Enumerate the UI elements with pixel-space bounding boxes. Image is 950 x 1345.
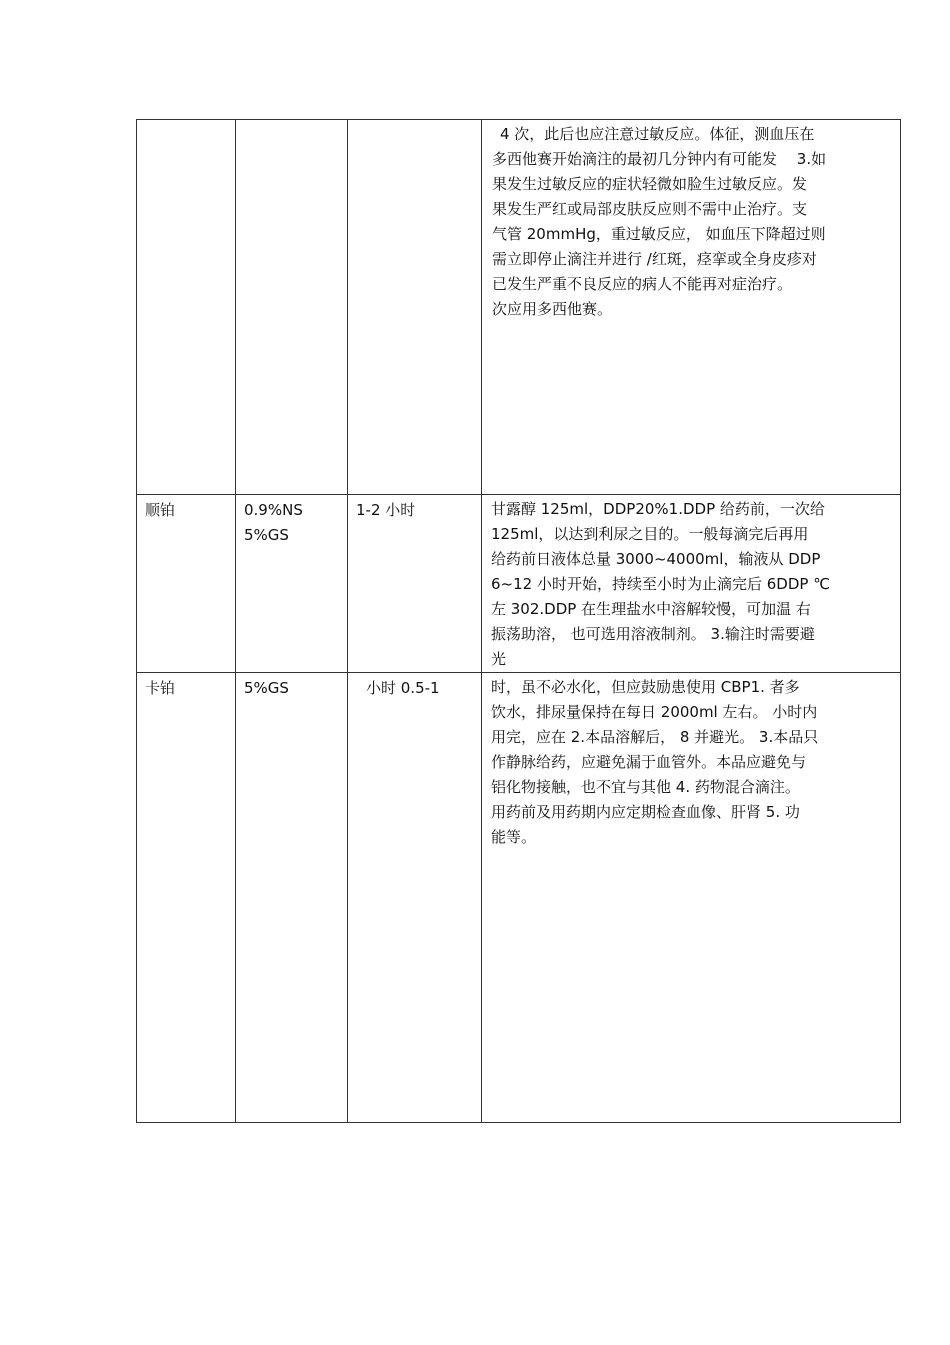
table-row bbox=[137, 673, 901, 1123]
duration-cell bbox=[348, 673, 482, 1123]
notes-line: 饮水，排尿量保持在每日 2000ml 左右。 小时内 bbox=[491, 703, 818, 721]
solvent-cell bbox=[236, 673, 348, 1123]
notes-line: 甘露醇 125ml，DDP20%1.DDP 给药前，一次给 bbox=[491, 500, 825, 518]
solvent-item: 5%GS bbox=[244, 679, 289, 697]
solvent-item: 5%GS bbox=[244, 526, 289, 544]
notes-line: 铝化物接触，也不宜与其他 4. 药物混合滴注。 bbox=[491, 778, 800, 796]
notes-cell bbox=[482, 673, 901, 1123]
duration-cell bbox=[348, 120, 482, 495]
notes-line: 已发生严重不良反应的病人不能再对症治疗。 bbox=[492, 275, 793, 293]
notes-cell bbox=[482, 120, 901, 495]
notes-line: 给药前日液体总量 3000~4000ml，输液从 DDP bbox=[491, 550, 821, 568]
solvent-cell bbox=[236, 120, 348, 495]
solvent-list bbox=[236, 673, 347, 701]
drug-name-cell bbox=[137, 120, 236, 495]
solvent-item: 0.9%NS bbox=[244, 501, 303, 519]
notes-line: 6~12 小时开始，持续至小时为止滴完后 6DDP ℃ bbox=[491, 575, 831, 593]
duration-cell bbox=[348, 495, 482, 673]
notes-text bbox=[482, 495, 900, 672]
solvent-cell bbox=[236, 495, 348, 673]
table-row bbox=[137, 495, 901, 673]
notes-line: 用完，应在 2.本品溶解后， 8 并避光。 3.本品只 bbox=[491, 728, 819, 746]
notes-line: 用药前及用药期内应定期检查血像、肝肾 5. 功 bbox=[491, 803, 800, 821]
drug-name: 卡铂 bbox=[145, 679, 176, 697]
notes-line: 果发生过敏反应的症状轻微如脸生过敏反应。发 bbox=[492, 175, 808, 193]
notes-line: 光 bbox=[491, 650, 507, 668]
notes-line: 次应用多西他赛。 bbox=[492, 300, 613, 318]
duration-text: 小时 0.5-1 bbox=[366, 679, 440, 697]
notes-line: 需立即停止滴注并进行 /红斑，痉挛或全身皮疹对 bbox=[492, 250, 817, 268]
duration-text: 1-2 小时 bbox=[356, 501, 416, 519]
notes-line: 4 次，此后也应注意过敏反应。体征，测血压在 bbox=[500, 125, 815, 143]
solvent-list bbox=[236, 495, 347, 548]
notes-line: 125ml，以达到利尿之目的。一般每滴完后再用 bbox=[491, 525, 809, 543]
drug-name-cell bbox=[137, 673, 236, 1123]
notes-line: 时，虽不必水化，但应鼓励患使用 CBP1. 者多 bbox=[491, 678, 800, 696]
drug-name: 顺铂 bbox=[145, 501, 176, 519]
notes-line: 果发生严红或局部皮肤反应则不需中止治疗。支 bbox=[492, 200, 808, 218]
notes-text bbox=[482, 673, 900, 850]
notes-line: 多西他赛开始滴注的最初几分钟内有可能发 3.如 bbox=[492, 150, 827, 168]
notes-line: 作静脉给药，应避免漏于血管外。本品应避免与 bbox=[491, 753, 807, 771]
drug-name-cell bbox=[137, 495, 236, 673]
notes-line: 气管 20mmHg，重过敏反应， 如血压下降超过则 bbox=[492, 225, 826, 243]
notes-line: 振荡助溶， 也可选用溶液制剂。 3.输注时需要避 bbox=[491, 625, 815, 643]
table-row bbox=[137, 120, 901, 495]
notes-cell bbox=[482, 495, 901, 673]
notes-line: 能等。 bbox=[491, 828, 537, 846]
drug-administration-table bbox=[136, 119, 901, 1123]
notes-line: 左 302.DDP 在生理盐水中溶解较慢，可加温 右 bbox=[491, 600, 811, 618]
notes-text bbox=[482, 120, 900, 322]
